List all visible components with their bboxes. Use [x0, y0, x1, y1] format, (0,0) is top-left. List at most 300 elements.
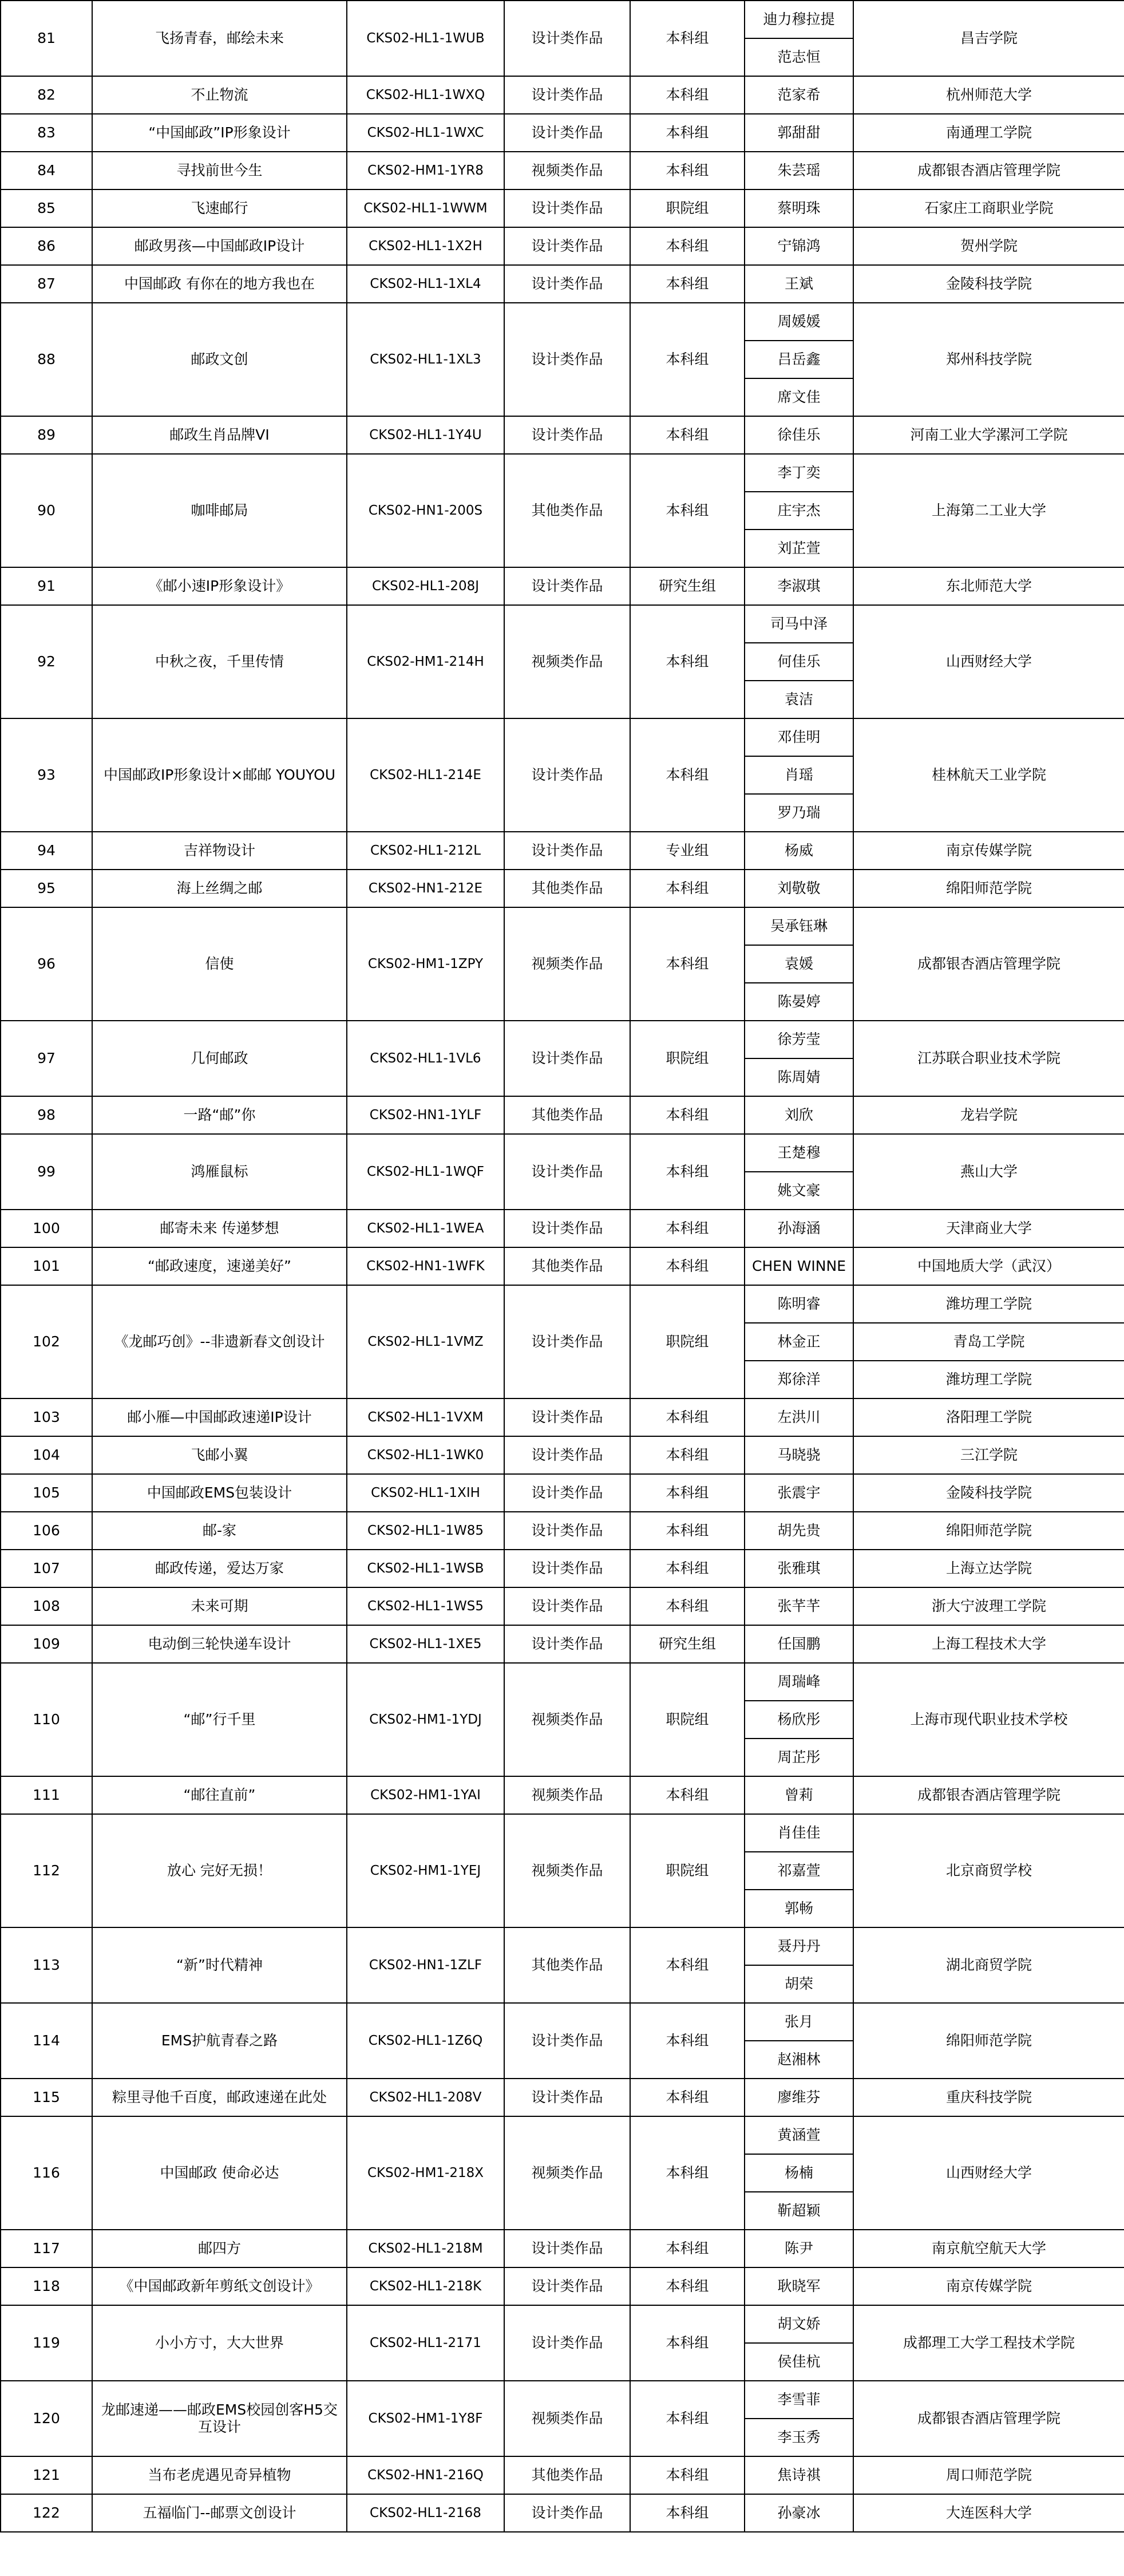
school-name: 贺州学院 — [853, 227, 1124, 265]
table-row — [1, 907, 1124, 945]
member-name: 陈周婧 — [745, 1058, 853, 1096]
member-name: 祁嘉萱 — [745, 1852, 853, 1890]
work-category: 其他类作品 — [504, 1096, 630, 1134]
row-number: 107 — [1, 1550, 92, 1587]
row-number: 90 — [1, 454, 92, 567]
work-category: 设计类作品 — [504, 416, 630, 454]
work-code: CKS02-HM1-1ZPY — [347, 907, 504, 1021]
work-code: CKS02-HL1-1WS5 — [347, 1587, 504, 1625]
work-code: CKS02-HL1-1X2H — [347, 227, 504, 265]
table-row — [1, 1625, 1124, 1663]
work-category: 其他类作品 — [504, 2456, 630, 2494]
work-category: 设计类作品 — [504, 2267, 630, 2305]
work-category: 视频类作品 — [504, 152, 630, 189]
school-name: 北京商贸学校 — [853, 1814, 1124, 1927]
work-category: 设计类作品 — [504, 189, 630, 227]
work-category: 设计类作品 — [504, 1021, 630, 1096]
entry-group: 本科组 — [630, 870, 745, 907]
work-code: CKS02-HL1-1XL3 — [347, 303, 504, 416]
work-category: 设计类作品 — [504, 567, 630, 605]
work-title: “邮往直前” — [92, 1776, 347, 1814]
work-code: CKS02-HM1-1YDJ — [347, 1663, 504, 1776]
table-row — [1, 2079, 1124, 2116]
school-name: 潍坊理工学院 — [853, 1361, 1124, 1398]
entry-group: 研究生组 — [630, 1625, 745, 1663]
member-name: 胡荣 — [745, 1965, 853, 2003]
table-row — [1, 1285, 1124, 1323]
school-name: 上海市现代职业技术学校 — [853, 1663, 1124, 1776]
school-name: 湖北商贸学院 — [853, 1927, 1124, 2003]
row-number: 110 — [1, 1663, 92, 1776]
member-name: 宁锦鸿 — [745, 227, 853, 265]
school-name: 绵阳师范学院 — [853, 2003, 1124, 2079]
work-category: 设计类作品 — [504, 1, 630, 76]
member-name: 罗乃瑞 — [745, 794, 853, 832]
table-row — [1, 1587, 1124, 1625]
entry-group: 本科组 — [630, 1247, 745, 1285]
entry-group: 本科组 — [630, 416, 745, 454]
school-name: 金陵科技学院 — [853, 265, 1124, 303]
entry-group: 本科组 — [630, 303, 745, 416]
work-category: 其他类作品 — [504, 1927, 630, 2003]
school-name: 成都银杏酒店管理学院 — [853, 152, 1124, 189]
table-row — [1, 1021, 1124, 1058]
row-number: 120 — [1, 2381, 92, 2456]
school-name: 南京传媒学院 — [853, 2267, 1124, 2305]
school-name: 成都银杏酒店管理学院 — [853, 2381, 1124, 2456]
row-number: 102 — [1, 1285, 92, 1398]
member-name: 徐佳乐 — [745, 416, 853, 454]
entry-group: 本科组 — [630, 2003, 745, 2079]
table-row — [1, 1550, 1124, 1587]
entry-group: 本科组 — [630, 1512, 745, 1550]
school-name: 龙岩学院 — [853, 1096, 1124, 1134]
row-number: 91 — [1, 567, 92, 605]
school-name: 山西财经大学 — [853, 605, 1124, 718]
work-category: 设计类作品 — [504, 1285, 630, 1398]
school-name: 南京航空航天大学 — [853, 2230, 1124, 2267]
work-code: CKS02-HL1-1Y4U — [347, 416, 504, 454]
work-category: 设计类作品 — [504, 2494, 630, 2532]
member-name: 吕岳鑫 — [745, 341, 853, 378]
table-row — [1, 1210, 1124, 1247]
work-title: 放心 完好无损！ — [92, 1814, 347, 1927]
row-number: 85 — [1, 189, 92, 227]
member-name: 马晓骁 — [745, 1436, 853, 1474]
work-title: 一路“邮”你 — [92, 1096, 347, 1134]
school-name: 绵阳师范学院 — [853, 1512, 1124, 1550]
table-row — [1, 227, 1124, 265]
school-name: 杭州师范大学 — [853, 76, 1124, 114]
row-number: 112 — [1, 1814, 92, 1927]
work-code: CKS02-HL1-1WQF — [347, 1134, 504, 1210]
work-title: 咖啡邮局 — [92, 454, 347, 567]
work-code: CKS02-HM1-214H — [347, 605, 504, 718]
table-body — [1, 1, 1124, 2532]
member-name: 杨威 — [745, 832, 853, 870]
work-category: 设计类作品 — [504, 1550, 630, 1587]
member-name: 林金正 — [745, 1323, 853, 1361]
work-title: “邮政速度，速递美好” — [92, 1247, 347, 1285]
member-name: 郑徐洋 — [745, 1361, 853, 1398]
entry-group: 本科组 — [630, 1550, 745, 1587]
work-code: CKS02-HL1-1XIH — [347, 1474, 504, 1512]
work-code: CKS02-HL1-208J — [347, 567, 504, 605]
school-name: 中国地质大学（武汉） — [853, 1247, 1124, 1285]
work-code: CKS02-HL1-1WSB — [347, 1550, 504, 1587]
entry-group: 职院组 — [630, 1285, 745, 1398]
table-row — [1, 152, 1124, 189]
work-title: EMS护航青春之路 — [92, 2003, 347, 2079]
entry-group: 本科组 — [630, 227, 745, 265]
work-category: 其他类作品 — [504, 454, 630, 567]
work-category: 其他类作品 — [504, 870, 630, 907]
school-name: 石家庄工商职业学院 — [853, 189, 1124, 227]
entry-group: 本科组 — [630, 1436, 745, 1474]
row-number: 93 — [1, 718, 92, 832]
member-name: 聂丹丹 — [745, 1927, 853, 1965]
table-row — [1, 2003, 1124, 2041]
work-title: 飞速邮行 — [92, 189, 347, 227]
entry-group: 本科组 — [630, 2267, 745, 2305]
work-title: 电动倒三轮快递车设计 — [92, 1625, 347, 1663]
member-name: 姚文豪 — [745, 1172, 853, 1210]
row-number: 114 — [1, 2003, 92, 2079]
entry-group: 职院组 — [630, 1663, 745, 1776]
school-name: 成都银杏酒店管理学院 — [853, 1776, 1124, 1814]
member-name: 周媛媛 — [745, 303, 853, 341]
entry-group: 本科组 — [630, 2230, 745, 2267]
row-number: 119 — [1, 2305, 92, 2381]
member-name: 朱芸瑶 — [745, 152, 853, 189]
table-row — [1, 454, 1124, 492]
row-number: 106 — [1, 1512, 92, 1550]
work-category: 视频类作品 — [504, 1663, 630, 1776]
work-category: 设计类作品 — [504, 1587, 630, 1625]
row-number: 109 — [1, 1625, 92, 1663]
work-code: CKS02-HM1-218X — [347, 2116, 504, 2230]
row-number: 122 — [1, 2494, 92, 2532]
work-title: 龙邮速递——邮政EMS校园创客H5交互设计 — [92, 2381, 347, 2456]
school-name: 郑州科技学院 — [853, 303, 1124, 416]
work-code: CKS02-HN1-1ZLF — [347, 1927, 504, 2003]
work-category: 设计类作品 — [504, 265, 630, 303]
member-name: 席文佳 — [745, 378, 853, 416]
member-name: 胡文娇 — [745, 2305, 853, 2343]
table-row — [1, 2230, 1124, 2267]
table-row — [1, 718, 1124, 756]
member-name: 吴承钰琳 — [745, 907, 853, 945]
row-number: 118 — [1, 2267, 92, 2305]
member-name: 刘芷萱 — [745, 530, 853, 567]
member-name: 袁洁 — [745, 681, 853, 718]
work-code: CKS02-HM1-1YEJ — [347, 1814, 504, 1927]
work-category: 设计类作品 — [504, 1625, 630, 1663]
work-title: 邮政文创 — [92, 303, 347, 416]
table-row — [1, 2456, 1124, 2494]
school-name: 河南工业大学漯河工学院 — [853, 416, 1124, 454]
member-name: 胡先贵 — [745, 1512, 853, 1550]
table-row — [1, 1512, 1124, 1550]
school-name: 山西财经大学 — [853, 2116, 1124, 2230]
work-title: 中国邮政IP形象设计×邮邮 YOUYOU — [92, 718, 347, 832]
work-title: 粽里寻他千百度，邮政速递在此处 — [92, 2079, 347, 2116]
member-name: 邓佳明 — [745, 718, 853, 756]
row-number: 103 — [1, 1398, 92, 1436]
table-row — [1, 189, 1124, 227]
member-name: 孙海涵 — [745, 1210, 853, 1247]
work-code: CKS02-HL1-1VL6 — [347, 1021, 504, 1096]
work-category: 设计类作品 — [504, 227, 630, 265]
member-name: 李玉秀 — [745, 2419, 853, 2456]
school-name: 三江学院 — [853, 1436, 1124, 1474]
member-name: 张芊芊 — [745, 1587, 853, 1625]
entry-group: 本科组 — [630, 2494, 745, 2532]
row-number: 92 — [1, 605, 92, 718]
work-title: 中国邮政 有你在的地方我也在 — [92, 265, 347, 303]
work-code: CKS02-HL1-1VXM — [347, 1398, 504, 1436]
table-row — [1, 832, 1124, 870]
work-category: 设计类作品 — [504, 1134, 630, 1210]
work-category: 视频类作品 — [504, 2116, 630, 2230]
member-name: 蔡明珠 — [745, 189, 853, 227]
table-row — [1, 1134, 1124, 1172]
entry-group: 本科组 — [630, 605, 745, 718]
work-title: 《龙邮巧创》--非遗新春文创设计 — [92, 1285, 347, 1398]
row-number: 101 — [1, 1247, 92, 1285]
member-name: 王斌 — [745, 265, 853, 303]
table-row — [1, 1814, 1124, 1852]
table-row — [1, 2116, 1124, 2154]
work-title: 飞扬青春，邮绘未来 — [92, 1, 347, 76]
table-row — [1, 1776, 1124, 1814]
entry-group: 本科组 — [630, 1474, 745, 1512]
work-code: CKS02-HL1-1WWM — [347, 189, 504, 227]
school-name: 上海第二工业大学 — [853, 454, 1124, 567]
entry-group: 本科组 — [630, 1, 745, 76]
member-name: 张雅琪 — [745, 1550, 853, 1587]
entry-group: 本科组 — [630, 718, 745, 832]
member-name: 郭甜甜 — [745, 114, 853, 152]
row-number: 83 — [1, 114, 92, 152]
school-name: 青岛工学院 — [853, 1323, 1124, 1361]
entry-group: 本科组 — [630, 907, 745, 1021]
work-code: CKS02-HL1-218K — [347, 2267, 504, 2305]
school-name: 洛阳理工学院 — [853, 1398, 1124, 1436]
member-name: 徐芳莹 — [745, 1021, 853, 1058]
work-category: 视频类作品 — [504, 605, 630, 718]
work-code: CKS02-HL1-1VMZ — [347, 1285, 504, 1398]
entry-group: 职院组 — [630, 189, 745, 227]
work-code: CKS02-HM1-1YR8 — [347, 152, 504, 189]
row-number: 105 — [1, 1474, 92, 1512]
row-number: 99 — [1, 1134, 92, 1210]
member-name: 靳超颖 — [745, 2192, 853, 2230]
work-category: 设计类作品 — [504, 303, 630, 416]
member-name: 庄宇杰 — [745, 492, 853, 530]
work-code: CKS02-HN1-212E — [347, 870, 504, 907]
member-name: 范志恒 — [745, 38, 853, 76]
table-row — [1, 2267, 1124, 2305]
row-number: 88 — [1, 303, 92, 416]
work-category: 设计类作品 — [504, 1398, 630, 1436]
row-number: 108 — [1, 1587, 92, 1625]
work-code: CKS02-HL1-1WXQ — [347, 76, 504, 114]
school-name: 桂林航天工业学院 — [853, 718, 1124, 832]
work-title: “新”时代精神 — [92, 1927, 347, 2003]
work-category: 设计类作品 — [504, 2230, 630, 2267]
table-row — [1, 870, 1124, 907]
entry-group: 本科组 — [630, 2305, 745, 2381]
work-category: 设计类作品 — [504, 76, 630, 114]
table-row — [1, 605, 1124, 643]
member-name: CHEN WINNE — [745, 1247, 853, 1285]
work-code: CKS02-HL1-1XL4 — [347, 265, 504, 303]
school-name: 上海立达学院 — [853, 1550, 1124, 1587]
work-category: 设计类作品 — [504, 2305, 630, 2381]
member-name: 刘敬敬 — [745, 870, 853, 907]
member-name: 司马中泽 — [745, 605, 853, 643]
table-row — [1, 114, 1124, 152]
table-row — [1, 1398, 1124, 1436]
table-row — [1, 2305, 1124, 2343]
member-name: 廖维芬 — [745, 2079, 853, 2116]
member-name: 陈晏婷 — [745, 983, 853, 1021]
row-number: 81 — [1, 1, 92, 76]
entry-group: 本科组 — [630, 1096, 745, 1134]
table-row — [1, 2381, 1124, 2419]
work-code: CKS02-HL1-1WEA — [347, 1210, 504, 1247]
school-name: 南京传媒学院 — [853, 832, 1124, 870]
work-category: 设计类作品 — [504, 832, 630, 870]
work-code: CKS02-HN1-1WFK — [347, 1247, 504, 1285]
work-title: 邮四方 — [92, 2230, 347, 2267]
school-name: 成都理工大学工程技术学院 — [853, 2305, 1124, 2381]
entry-group: 本科组 — [630, 454, 745, 567]
entry-group: 本科组 — [630, 1398, 745, 1436]
row-number: 121 — [1, 2456, 92, 2494]
work-title: 邮寄未来 传递梦想 — [92, 1210, 347, 1247]
work-category: 设计类作品 — [504, 718, 630, 832]
member-name: 陈尹 — [745, 2230, 853, 2267]
table-row — [1, 1436, 1124, 1474]
entry-group: 本科组 — [630, 76, 745, 114]
member-name: 陈明睿 — [745, 1285, 853, 1323]
member-name: 左洪川 — [745, 1398, 853, 1436]
table-row — [1, 303, 1124, 341]
member-name: 孙豪冰 — [745, 2494, 853, 2532]
work-code: CKS02-HL1-1WXC — [347, 114, 504, 152]
work-code: CKS02-HL1-2171 — [347, 2305, 504, 2381]
table-row — [1, 265, 1124, 303]
work-category: 视频类作品 — [504, 1776, 630, 1814]
work-title: 几何邮政 — [92, 1021, 347, 1096]
work-title: 海上丝绸之邮 — [92, 870, 347, 907]
work-category: 视频类作品 — [504, 907, 630, 1021]
work-code: CKS02-HL1-1WK0 — [347, 1436, 504, 1474]
work-title: 邮政男孩—中国邮政IP设计 — [92, 227, 347, 265]
work-category: 视频类作品 — [504, 1814, 630, 1927]
work-code: CKS02-HM1-1YAI — [347, 1776, 504, 1814]
work-title: 未来可期 — [92, 1587, 347, 1625]
table-row — [1, 76, 1124, 114]
work-code: CKS02-HL1-218M — [347, 2230, 504, 2267]
row-number: 97 — [1, 1021, 92, 1096]
school-name: 大连医科大学 — [853, 2494, 1124, 2532]
member-name: 周瑞峰 — [745, 1663, 853, 1701]
entry-group: 本科组 — [630, 2381, 745, 2456]
school-name: 成都银杏酒店管理学院 — [853, 907, 1124, 1021]
school-name: 东北师范大学 — [853, 567, 1124, 605]
school-name: 浙大宁波理工学院 — [853, 1587, 1124, 1625]
entry-group: 本科组 — [630, 1776, 745, 1814]
member-name: 李雪菲 — [745, 2381, 853, 2419]
work-title: 邮小雁—中国邮政速递IP设计 — [92, 1398, 347, 1436]
member-name: 郭畅 — [745, 1890, 853, 1927]
work-title: 不止物流 — [92, 76, 347, 114]
school-name: 天津商业大学 — [853, 1210, 1124, 1247]
member-name: 杨楠 — [745, 2154, 853, 2192]
member-name: 赵湘林 — [745, 2041, 853, 2079]
entry-group: 本科组 — [630, 265, 745, 303]
entry-group: 职院组 — [630, 1021, 745, 1096]
table-row — [1, 416, 1124, 454]
member-name: 曾莉 — [745, 1776, 853, 1814]
work-category: 设计类作品 — [504, 2003, 630, 2079]
work-code: CKS02-HL1-1WUB — [347, 1, 504, 76]
row-number: 87 — [1, 265, 92, 303]
row-number: 94 — [1, 832, 92, 870]
table-row — [1, 567, 1124, 605]
member-name: 焦诗祺 — [745, 2456, 853, 2494]
row-number: 82 — [1, 76, 92, 114]
row-number: 111 — [1, 1776, 92, 1814]
member-name: 耿晓军 — [745, 2267, 853, 2305]
work-title: 中国邮政EMS包装设计 — [92, 1474, 347, 1512]
entry-group: 本科组 — [630, 1927, 745, 2003]
entry-group: 本科组 — [630, 114, 745, 152]
work-title: “中国邮政”IP形象设计 — [92, 114, 347, 152]
entry-group: 本科组 — [630, 152, 745, 189]
entry-group: 本科组 — [630, 2456, 745, 2494]
member-name: 范家希 — [745, 76, 853, 114]
member-name: 侯佳杭 — [745, 2343, 853, 2381]
row-number: 104 — [1, 1436, 92, 1474]
work-title: 信使 — [92, 907, 347, 1021]
row-number: 96 — [1, 907, 92, 1021]
table-row — [1, 1, 1124, 38]
work-code: CKS02-HL1-2168 — [347, 2494, 504, 2532]
member-name: 杨欣彤 — [745, 1701, 853, 1739]
work-category: 设计类作品 — [504, 1474, 630, 1512]
school-name: 南通理工学院 — [853, 114, 1124, 152]
work-title: 飞邮小翼 — [92, 1436, 347, 1474]
row-number: 116 — [1, 2116, 92, 2230]
entry-group: 本科组 — [630, 2116, 745, 2230]
table-row — [1, 1927, 1124, 1965]
work-code: CKS02-HL1-208V — [347, 2079, 504, 2116]
school-name: 江苏联合职业技术学院 — [853, 1021, 1124, 1096]
work-code: CKS02-HM1-1Y8F — [347, 2381, 504, 2456]
work-title: 邮政生肖品牌VI — [92, 416, 347, 454]
entry-group: 本科组 — [630, 1587, 745, 1625]
row-number: 84 — [1, 152, 92, 189]
member-name: 张月 — [745, 2003, 853, 2041]
entry-group: 本科组 — [630, 1134, 745, 1210]
member-name: 肖瑶 — [745, 756, 853, 794]
work-title: 当布老虎遇见奇异植物 — [92, 2456, 347, 2494]
member-name: 黄涵萱 — [745, 2116, 853, 2154]
